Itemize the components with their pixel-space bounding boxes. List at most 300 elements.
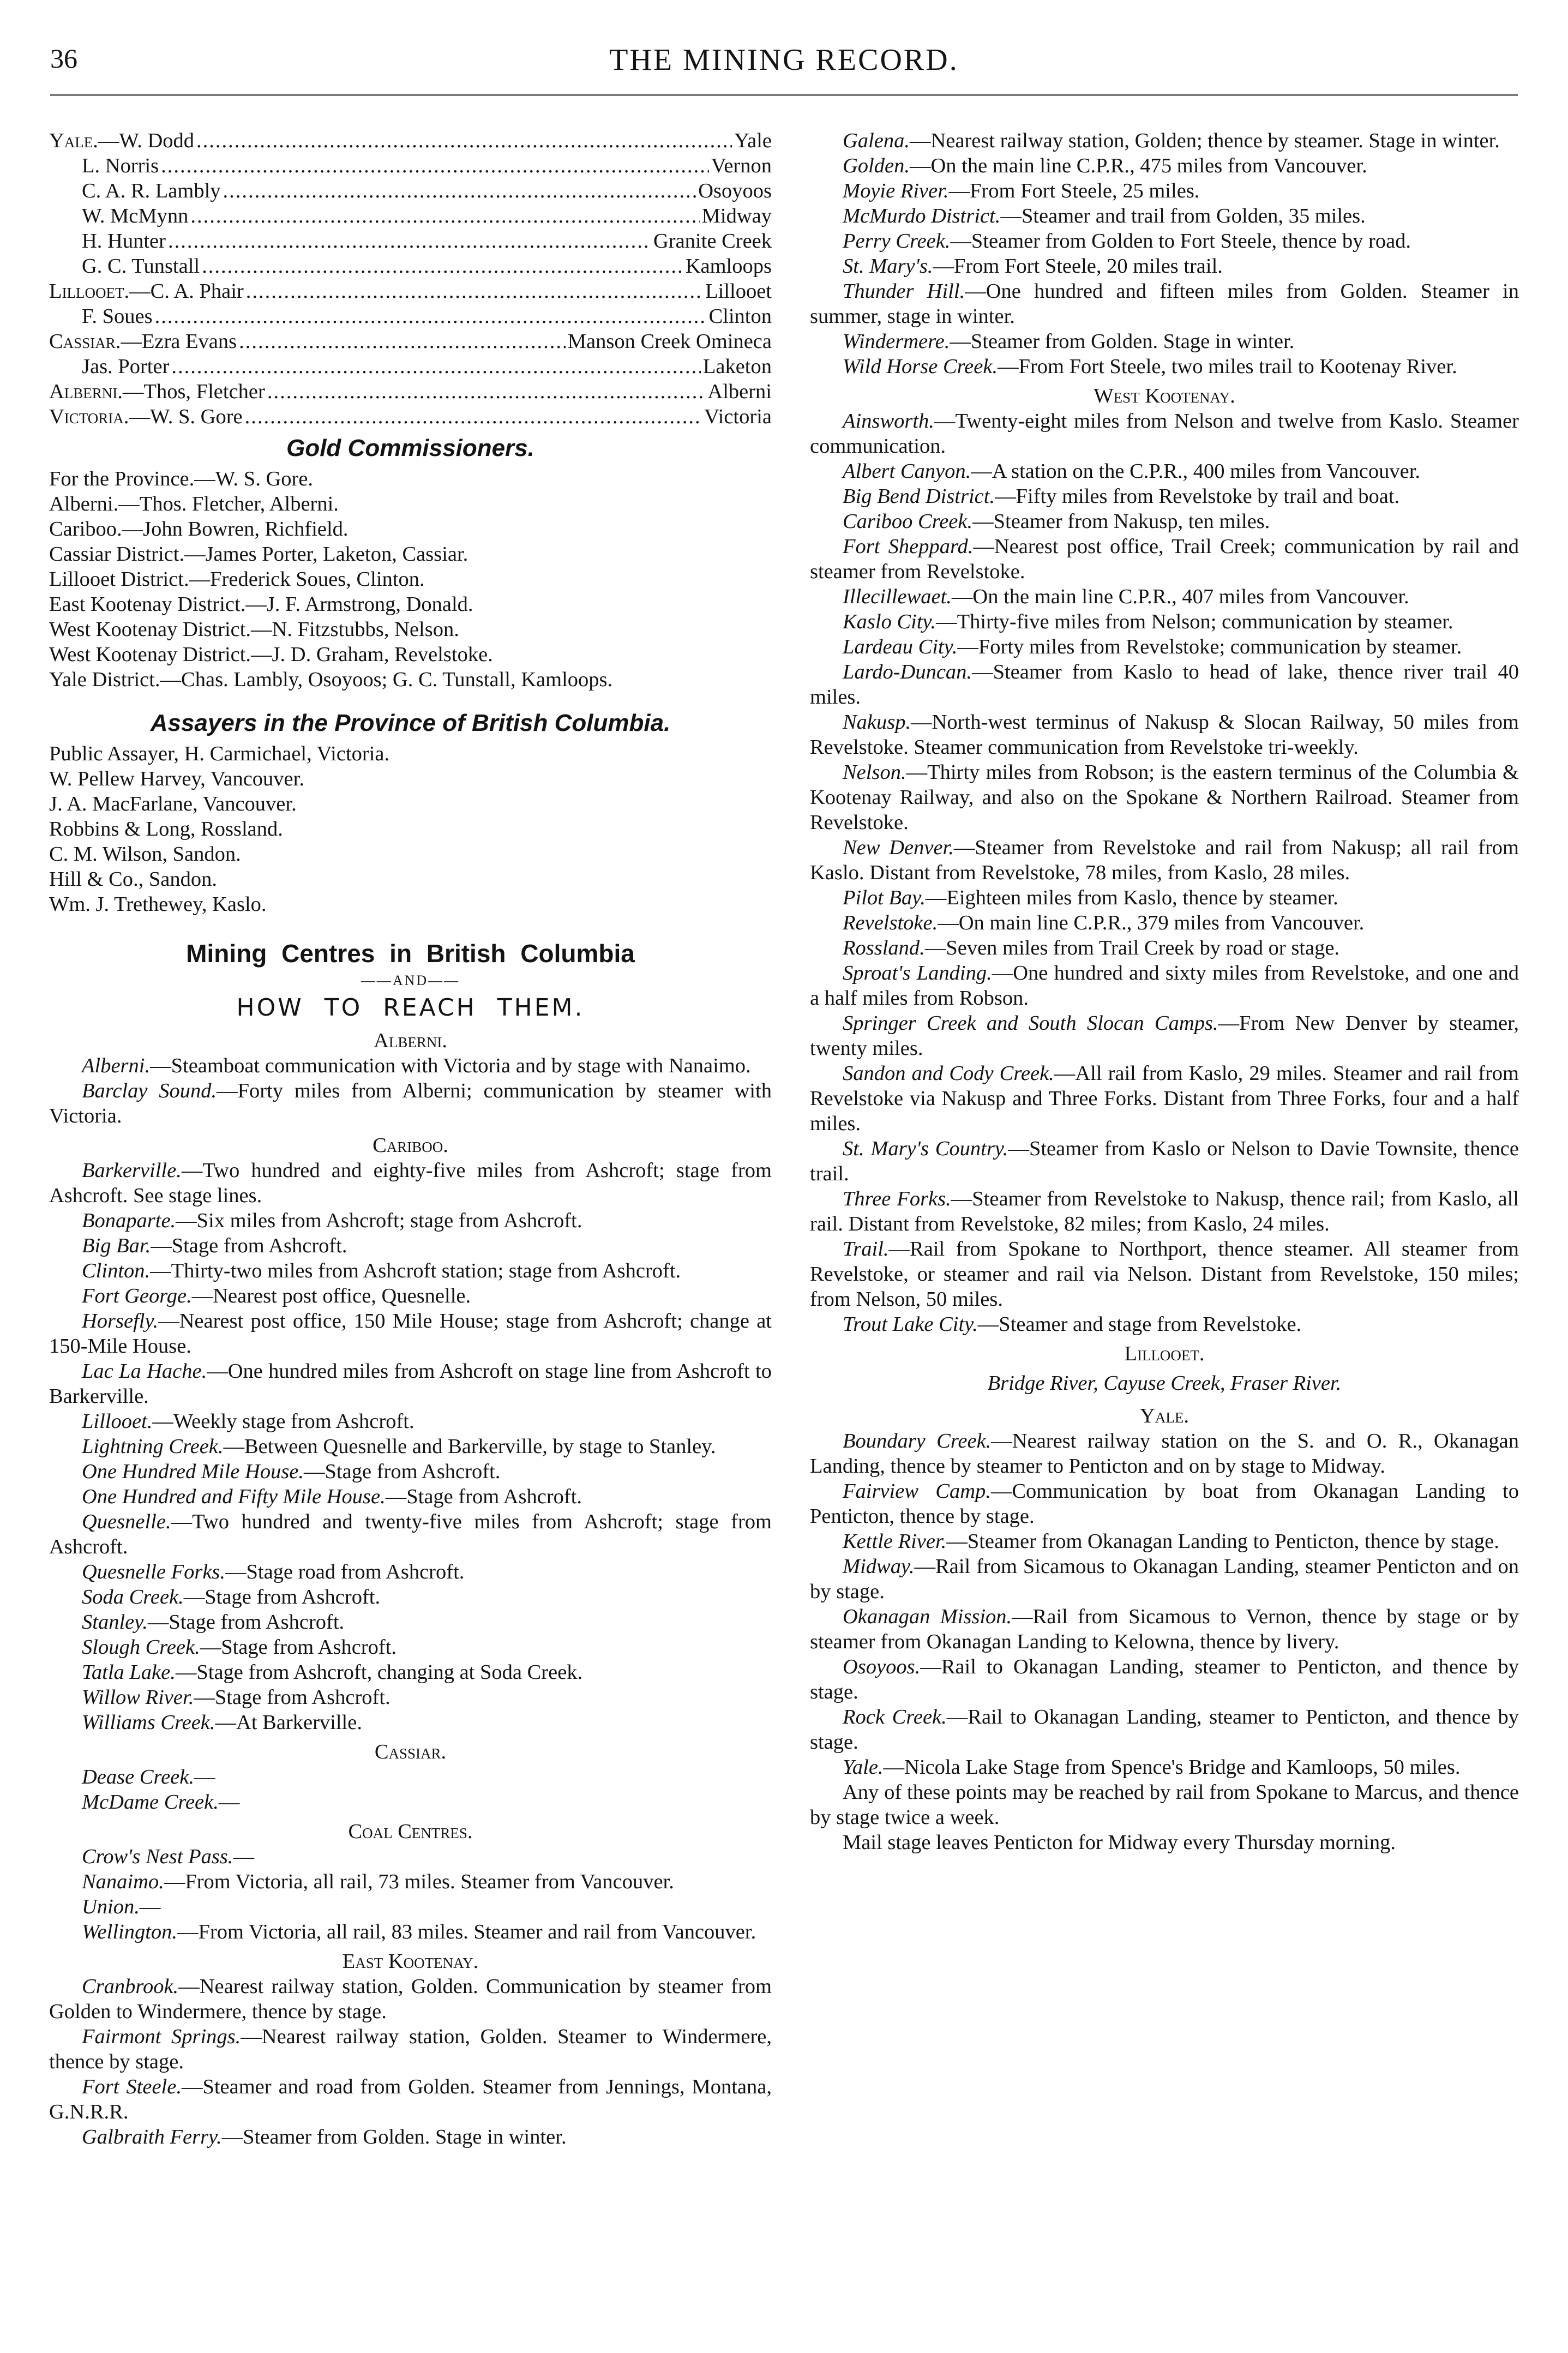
place-directions: —Nearest railway station, Golden. Communication by steamer from Golden to Windermere, thence by stage. (49, 1975, 772, 2023)
place-directions: —From Victoria, all rail, 73 miles. Steamer from Vancouver. (164, 1870, 674, 1893)
place-name: Lac La Hache. (82, 1360, 207, 1383)
place-directions: —One hundred and sixty miles from Revelstoke, and one and a half miles from Robson. (810, 962, 1519, 1010)
official-row (49, 229, 772, 254)
place-entry (810, 354, 1519, 379)
place-entry (49, 1158, 772, 1208)
place-entry (49, 1764, 772, 1790)
place-entry (49, 1308, 772, 1359)
place-directions: —Fifty miles from Revelstoke by trail and boat. (995, 485, 1400, 508)
official-person: W. S. Gore (149, 405, 243, 428)
official-place: Vernon (711, 154, 772, 177)
place-name: Trout Lake City. (843, 1313, 978, 1336)
place-name: St. Mary's. (843, 255, 933, 278)
official-name: Alberni.—Thos, Fletcher (49, 380, 265, 403)
place-directions: —Nearest railway station, Golden. Steamer to Windermere, thence by stage. (49, 2025, 772, 2073)
place-name: Galena. (843, 129, 910, 152)
place-directions: —Twenty-eight miles from Nelson and twelve from Kaslo. Steamer communication. (810, 410, 1519, 458)
place-entry (810, 1312, 1519, 1337)
dot-leader (239, 329, 566, 354)
place-entry (49, 1409, 772, 1434)
place-name: Okanagan Mission. (843, 1605, 1012, 1628)
place-entry (810, 885, 1519, 910)
place-entry (810, 459, 1519, 484)
place-name: Midway. (843, 1555, 915, 1578)
district-heading: Cassiar. (374, 1740, 447, 1763)
closing-notes (810, 1780, 1519, 1855)
official-person: F. Soues (82, 305, 153, 328)
place-entry (810, 1061, 1519, 1136)
place-directions: —Nearest post office, 150 Mile House; stage from Ashcroft; change at 150-Mile House. (49, 1310, 772, 1358)
place-directions: —A station on the C.P.R., 400 miles from Vancouver. (971, 460, 1421, 483)
place-directions: —Steamer from Golden. Stage in winter. (950, 330, 1295, 353)
place-entry (810, 128, 1519, 153)
place-directions: —Steamer from Golden to Fort Steele, thence by road. (950, 230, 1411, 253)
place-entry (49, 1919, 772, 1944)
place-name: Nanaimo. (82, 1870, 164, 1893)
gold-commissioner-line: Yale District.—Chas. Lambly, Osoyoos; G. C. Tunstall, Kamloops. (49, 668, 613, 691)
place-directions: —Forty miles from Revelstoke; communication by steamer. (957, 635, 1462, 658)
official-row (49, 354, 772, 379)
official-district: Alberni. (49, 380, 123, 403)
place-directions: —Between Quesnelle and Barkerville, by stage to Stanley. (223, 1435, 716, 1458)
place-name: Bonaparte. (82, 1209, 176, 1232)
official-row (49, 254, 772, 279)
place-name: Willow River. (82, 1686, 194, 1709)
place-entry (810, 329, 1519, 354)
official-name (49, 304, 153, 329)
official-name: Lillooet.—C. A. Phair (49, 280, 244, 303)
place-name: Fairmont Springs. (82, 2025, 241, 2048)
place-name: Sproat's Landing. (843, 962, 992, 985)
official-person: C. A. R. Lambly (82, 179, 221, 202)
place-name: Rock Creek. (843, 1706, 947, 1728)
place-entry (810, 279, 1519, 329)
place-directions: —Communication by boat from Okanagan Landing to Penticton, thence by stage. (810, 1480, 1519, 1528)
assayer-line: Robbins & Long, Rossland. (49, 818, 283, 841)
place-directions: —Stage from Ashcroft. (385, 1485, 582, 1508)
place-name: Clinton. (82, 1259, 151, 1282)
place-entry (49, 1660, 772, 1685)
how-to-reach-heading: HOW TO REACH THEM. (236, 994, 585, 1022)
place-name: Barkerville. (82, 1159, 182, 1182)
place-entry (49, 1610, 772, 1635)
place-entry (810, 203, 1519, 229)
left-sections (49, 1028, 772, 2150)
place-name: Horsefly. (82, 1310, 159, 1332)
lillooet-heading: Lillooet. (1124, 1342, 1205, 1365)
place-directions: —Two hundred and twenty-five miles from Ashcroft; stage from Ashcroft. (49, 1510, 772, 1558)
place-entry (49, 1894, 772, 1919)
dot-leader (161, 153, 709, 178)
place-name: Nelson. (843, 761, 906, 784)
place-name: Springer Creek and South Slocan Camps. (843, 1012, 1218, 1035)
official-place: Alberni (707, 380, 772, 403)
place-name: Moyie River. (843, 179, 949, 202)
place-directions: —Stage from Ashcroft. (194, 1686, 391, 1709)
header-rule (50, 94, 1518, 96)
place-directions: —At Barkerville. (215, 1711, 362, 1734)
place-name: Rossland. (843, 937, 925, 959)
place-directions: — (194, 1766, 215, 1788)
place-directions: —From Fort Steele, 20 miles trail. (933, 255, 1223, 278)
place-directions: —From Fort Steele, two miles trail to Kootenay River. (998, 355, 1457, 378)
official-district: Yale. (49, 129, 98, 152)
dot-leader (267, 379, 706, 404)
official-person: L. Norris (82, 154, 159, 177)
place-name: Boundary Creek. (843, 1430, 992, 1452)
place-name: Union. (82, 1895, 140, 1918)
place-directions: —On the main line C.P.R., 407 miles from Vancouver. (951, 585, 1409, 608)
dot-leader (246, 279, 703, 304)
place-directions: — (233, 1845, 254, 1868)
place-name: Big Bend District. (843, 485, 995, 508)
place-name: Perry Creek. (843, 230, 951, 253)
place-name: Stanley. (82, 1611, 148, 1634)
place-directions: —From Fort Steele, 25 miles. (948, 179, 1200, 202)
place-entry (49, 1283, 772, 1308)
place-entry (810, 1136, 1519, 1186)
official-name: Victoria.—W. S. Gore (49, 405, 243, 428)
official-row (49, 404, 772, 429)
place-entry (810, 835, 1519, 885)
place-entry (49, 1484, 772, 1509)
gold-commissioners-list (49, 466, 772, 692)
place-directions: —Thirty-five miles from Nelson; communication by steamer. (936, 610, 1453, 633)
place-entry (49, 1053, 772, 1078)
place-directions: —Stage from Ashcroft. (183, 1586, 381, 1608)
place-directions: —Nearest railway station, Golden; thence by steamer. Stage in winter. (909, 129, 1500, 152)
place-directions: —Steamer and stage from Revelstoke. (977, 1313, 1302, 1336)
place-entry (49, 1844, 772, 1869)
place-name: Illecillewaet. (843, 585, 952, 608)
district-heading: Alberni. (374, 1029, 447, 1052)
place-name: One Hundred and Fifty Mile House. (82, 1485, 386, 1508)
place-name: Kettle River. (843, 1530, 947, 1553)
gold-commissioner-line: Cassiar District.—James Porter, Laketon, Cassiar. (49, 543, 468, 566)
place-name: Osoyoos. (843, 1655, 921, 1678)
place-directions: —Rail from Spokane to Northport, thence steamer. All steamer from Revelstoke, or steamer and rail via Nelson. Distant from Revelstoke, 150 miles; from Nelson, 50 miles. (810, 1238, 1519, 1311)
district-heading: Cariboo. (373, 1134, 448, 1157)
place-name: Williams Creek. (82, 1711, 215, 1734)
yale-heading: Yale. (1140, 1404, 1189, 1427)
place-name: Cariboo Creek. (843, 510, 973, 533)
place-entry (49, 1233, 772, 1258)
place-name: Slough Creek. (82, 1636, 200, 1659)
official-row (49, 379, 772, 404)
mining-centres-heading: Mining Centres in British Columbia (186, 939, 635, 968)
place-entry (49, 1685, 772, 1710)
left-column (49, 128, 772, 2343)
place-entry (810, 710, 1519, 760)
place-name: Kaslo City. (843, 610, 936, 633)
official-row (49, 128, 772, 153)
place-name: McMurdo District. (843, 205, 1001, 227)
running-title: THE MINING RECORD. (609, 43, 959, 77)
place-entry (810, 1479, 1519, 1529)
place-directions: —Stage from Ashcroft. (200, 1636, 397, 1659)
place-entry (810, 1654, 1519, 1704)
place-name: Big Bar. (82, 1234, 151, 1257)
place-directions: —Steamer from Golden. Stage in winter. (221, 2126, 567, 2148)
and-separator: ——AND—— (361, 973, 460, 988)
place-entry (810, 1604, 1519, 1654)
place-name: New Denver. (843, 836, 954, 859)
official-name (49, 354, 169, 379)
place-directions: —Stage road from Ashcroft. (225, 1560, 465, 1583)
place-name: Golden. (843, 154, 910, 177)
dot-leader (190, 203, 699, 229)
assayer-line: Public Assayer, H. Carmichael, Victoria. (49, 742, 390, 765)
place-name: Fort Sheppard. (843, 535, 974, 558)
official-place: Laketon (702, 355, 772, 378)
gold-commissioners-heading: Gold Commissioners. (286, 435, 534, 461)
place-entry (49, 1509, 772, 1559)
place-entry (810, 484, 1519, 509)
place-directions: —Steamer and road from Golden. Steamer from Jennings, Montana, G.N.R.R. (49, 2075, 772, 2123)
assayer-line: Hill & Co., Sandon. (49, 868, 218, 891)
place-directions: —North-west terminus of Nakusp & Slocan Railway, 50 miles from Revelstoke. Steamer communication from Revelstoke tri-weekly. (810, 711, 1519, 759)
place-directions: —Two hundred and eighty-five miles from Ashcroft; stage from Ashcroft. See stage lines. (49, 1159, 772, 1207)
place-entry (49, 1974, 772, 2024)
place-entry (810, 1186, 1519, 1236)
place-name: Wellington. (82, 1920, 178, 1943)
place-entry (49, 1584, 772, 1610)
place-directions: —Eighteen miles from Kaslo, thence by steamer. (925, 886, 1338, 909)
official-place: Osoyoos (698, 179, 772, 202)
dot-leader (202, 254, 683, 279)
place-directions: —Thirty miles from Robson; is the eastern terminus of the Columbia & Kootenay Railway, and also on the Spokane & Northern Railroad. Steamer from Revelstoke. (810, 761, 1519, 834)
official-person: Ezra Evans (141, 330, 237, 353)
yale-entries (810, 1428, 1519, 1780)
official-district: Cassiar. (49, 330, 121, 353)
place-entry (810, 609, 1519, 634)
assayer-line: W. Pellew Harvey, Vancouver. (49, 767, 304, 790)
place-name: Windermere. (843, 330, 950, 353)
place-entry (810, 1428, 1519, 1479)
place-directions: —All rail from Kaslo, 29 miles. Steamer and rail from Revelstoke via Nakusp and Three Forks. Distant from Three Forks, four and a half miles. (810, 1062, 1519, 1135)
place-entry (49, 1635, 772, 1660)
official-person: W. Dodd (119, 129, 195, 152)
place-directions: —Nicola Lake Stage from Spence's Bridge and Kamloops, 50 miles. (883, 1756, 1461, 1779)
dot-leader (155, 304, 707, 329)
official-place: Granite Creek (653, 230, 772, 253)
place-name: Dease Creek. (82, 1766, 194, 1788)
place-directions: —One hundred and fifteen miles from Golden. Steamer in summer, stage in winter. (810, 280, 1519, 328)
place-directions: —Nearest railway station on the S. and O. R., Okanagan Landing, thence by steamer to Penticton and on by stage to Midway. (810, 1430, 1519, 1478)
place-directions: —Weekly stage from Ashcroft. (152, 1410, 414, 1433)
place-name: Pilot Bay. (843, 886, 926, 909)
place-directions: —From Victoria, all rail, 83 miles. Steamer and rail from Vancouver. (177, 1920, 756, 1943)
place-name: Wild Horse Creek. (843, 355, 998, 378)
official-place: Clinton (708, 305, 772, 328)
place-entry (49, 1790, 772, 1815)
place-directions: —From New Denver by steamer, twenty miles. (810, 1012, 1519, 1060)
place-directions: —Steamer from Kaslo to head of lake, thence river trail 40 miles. (810, 661, 1519, 709)
place-entry (49, 2124, 772, 2150)
place-name: Quesnelle Forks. (82, 1560, 226, 1583)
place-entry (810, 961, 1519, 1011)
place-directions: —Stage from Ashcroft. (151, 1234, 347, 1257)
place-name: Nakusp. (843, 711, 911, 734)
place-name: Lardeau City. (843, 635, 958, 658)
place-entry (49, 1559, 772, 1584)
official-row (49, 279, 772, 304)
dot-leader (168, 229, 651, 254)
place-name: McDame Creek. (82, 1791, 219, 1814)
official-row (49, 329, 772, 354)
official-place: Kamloops (685, 255, 772, 278)
place-name: St. Mary's Country. (843, 1137, 1008, 1160)
place-directions: —Rail from Sicamous to Vernon, thence by stage or by steamer from Okanagan Landing to Kelowna, thence by livery. (810, 1605, 1519, 1653)
official-district: Lillooet. (49, 280, 130, 303)
place-name: Trail. (843, 1238, 889, 1260)
place-name: Fort George. (82, 1284, 192, 1307)
place-entry (49, 2074, 772, 2124)
place-entry (810, 910, 1519, 935)
place-directions: —Rail to Okanagan Landing, steamer to Penticton, and thence by stage. (810, 1655, 1519, 1703)
official-person: Thos, Fletcher (143, 380, 265, 403)
place-entry (49, 1078, 772, 1129)
place-directions: —Forty miles from Alberni; communication by steamer with Victoria. (49, 1079, 772, 1127)
closing-note: Mail stage leaves Penticton for Midway every Thursday morning. (843, 1831, 1396, 1854)
gold-commissioner-line: For the Province.—W. S. Gore. (49, 467, 314, 490)
place-entry (810, 935, 1519, 961)
place-entry (810, 153, 1519, 178)
place-directions: —Steamboat communication with Victoria and by stage with Nanaimo. (150, 1054, 751, 1077)
place-name: Albert Canyon. (843, 460, 971, 483)
official-name (49, 203, 188, 229)
officials-list (49, 128, 772, 429)
place-directions: —Thirty-two miles from Ashcroft station; stage from Ashcroft. (150, 1259, 681, 1282)
place-name: Yale. (843, 1756, 884, 1779)
dot-leader (196, 128, 732, 153)
place-name: Galbraith Ferry. (82, 2126, 222, 2148)
place-entry (810, 1704, 1519, 1755)
place-directions: —Nearest post office, Quesnelle. (191, 1284, 471, 1307)
official-place: Victoria (704, 405, 772, 428)
official-row (49, 203, 772, 229)
place-directions: —Rail to Okanagan Landing, steamer to Penticton, and thence by stage. (810, 1706, 1519, 1754)
place-directions: —Stage from Ashcroft. (147, 1611, 345, 1634)
place-entry (810, 534, 1519, 584)
district-heading: East Kootenay. (342, 1950, 479, 1973)
gold-commissioner-line: Alberni.—Thos. Fletcher, Alberni. (49, 493, 339, 515)
place-name: Soda Creek. (82, 1586, 184, 1608)
place-directions: —Rail from Sicamous to Okanagan Landing, steamer Penticton and on by stage. (810, 1555, 1519, 1603)
place-entry (49, 1434, 772, 1459)
place-entry (810, 229, 1519, 254)
place-name: Ainsworth. (843, 410, 934, 433)
assayers-list (49, 741, 772, 917)
place-name: Alberni. (82, 1054, 151, 1077)
place-directions: — (218, 1791, 240, 1814)
place-name: Thunder Hill. (843, 280, 965, 303)
place-directions: —Steamer from Okanagan Landing to Penticton, thence by stage. (946, 1530, 1499, 1553)
official-person: W. McMynn (82, 205, 189, 227)
place-directions: —Six miles from Ashcroft; stage from Ashcroft. (176, 1209, 582, 1232)
place-entry (810, 254, 1519, 279)
place-entry (810, 178, 1519, 203)
dot-leader (223, 178, 696, 203)
place-entry (49, 1258, 772, 1283)
place-entry (810, 1529, 1519, 1554)
official-person: G. C. Tunstall (82, 255, 200, 278)
official-row (49, 178, 772, 203)
place-name: Barclay Sound. (82, 1079, 217, 1102)
assayer-line: Wm. J. Trethewey, Kaslo. (49, 893, 267, 916)
place-directions: —Stage from Ashcroft. (304, 1460, 501, 1483)
place-entry (49, 1359, 772, 1409)
place-entry (810, 1236, 1519, 1312)
place-name: Fort Steele. (82, 2075, 182, 2098)
official-name (49, 153, 159, 178)
official-place: Midway (701, 205, 772, 227)
place-directions: —Nearest post office, Trail Creek; communication by rail and steamer from Revelstoke. (810, 535, 1519, 583)
right-column (810, 128, 1519, 2343)
place-name: Lightning Creek. (82, 1435, 224, 1458)
official-name (49, 178, 221, 203)
right-sections (810, 383, 1519, 1337)
place-name: Lillooet. (82, 1410, 153, 1433)
official-place: Lillooet (705, 280, 772, 303)
place-name: Revelstoke. (843, 911, 938, 934)
place-directions: —Stage from Ashcroft, changing at Soda Creek. (175, 1661, 583, 1684)
official-person: Jas. Porter (82, 355, 170, 378)
place-directions: —On main line C.P.R., 379 miles from Vancouver. (938, 911, 1365, 934)
official-name (49, 229, 166, 254)
dot-leader (245, 404, 702, 429)
place-entry (49, 1869, 772, 1894)
east-kootenay-continued (810, 128, 1519, 379)
lillooet-places: Bridge River, Cayuse Creek, Fraser River. (987, 1372, 1342, 1395)
gold-commissioner-line: East Kootenay District.—J. F. Armstrong, Donald. (49, 593, 473, 616)
place-name: Three Forks. (843, 1187, 951, 1210)
page-number: 36 (50, 43, 77, 74)
assayer-line: C. M. Wilson, Sandon. (49, 843, 241, 866)
place-entry (810, 760, 1519, 835)
gold-commissioner-line: Cariboo.—John Bowren, Richfield. (49, 518, 349, 541)
place-directions: —On the main line C.P.R., 475 miles from Vancouver. (909, 154, 1367, 177)
place-directions: —Steamer from Revelstoke and rail from Nakusp; all rail from Kaslo. Distant from Revelstoke, 78 miles, from Kaslo, 28 miles. (810, 836, 1519, 884)
place-entry (49, 2024, 772, 2074)
official-place: Manson Creek Omineca (567, 330, 772, 353)
place-name: Lardo-Duncan. (843, 661, 972, 683)
place-name: Quesnelle. (82, 1510, 171, 1533)
official-name (49, 254, 200, 279)
place-entry (810, 659, 1519, 710)
place-directions: —Steamer and trail from Golden, 35 miles. (1000, 205, 1366, 227)
official-person: C. A. Phair (150, 280, 244, 303)
place-entry (810, 634, 1519, 659)
official-row (49, 304, 772, 329)
place-entry (810, 1755, 1519, 1780)
official-name: Yale.—W. Dodd (49, 129, 195, 152)
place-entry (49, 1459, 772, 1484)
district-heading: Coal Centres. (348, 1820, 473, 1843)
gold-commissioner-line: Lillooet District.—Frederick Soues, Clinton. (49, 568, 425, 591)
assayers-heading: Assayers in the Province of British Columbia. (150, 710, 671, 736)
place-directions: —Steamer from Revelstoke to Nakusp, thence rail; from Kaslo, all rail. Distant from Revelstoke, 82 miles; from Kaslo, 24 miles. (810, 1187, 1519, 1235)
place-entry (810, 409, 1519, 459)
place-directions: —One hundred miles from Ashcroft on stage line from Ashcroft to Barkerville. (49, 1360, 772, 1408)
place-directions: — (139, 1895, 161, 1918)
place-entry (810, 509, 1519, 534)
place-entry (810, 1011, 1519, 1061)
place-name: Cranbrook. (82, 1975, 179, 1998)
official-place: Yale (734, 129, 772, 152)
place-entry (810, 584, 1519, 609)
closing-note: Any of these points may be reached by rail from Spokane to Marcus, and thence by stage twice a week. (810, 1781, 1519, 1829)
